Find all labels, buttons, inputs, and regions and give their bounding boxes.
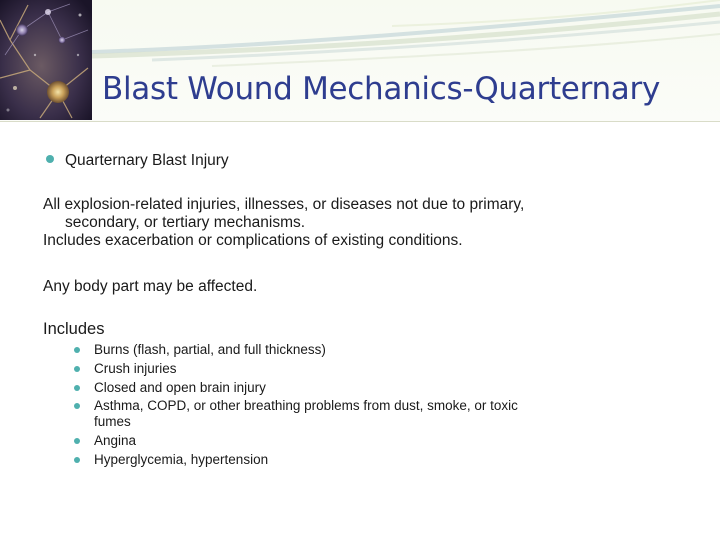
list-item [72,433,672,449]
bullet-dot-icon [74,438,80,444]
list-item-text: Asthma, COPD, or other breathing problems from dust, smoke, or toxic [94,398,518,414]
list-item [72,452,672,468]
list-item [72,361,672,377]
includes-list [72,342,672,471]
list-item-text: Angina [94,433,137,449]
bullet-dot-icon [74,385,80,391]
definition-paragraph [43,196,524,250]
bullet-dot-icon [74,347,80,353]
body-part-text: Any body part may be affected. [43,278,258,295]
list-item [72,398,672,430]
list-item-text: Hyperglycemia, hypertension [94,451,269,467]
bullet-dot-icon [74,403,80,409]
list-item-text: Closed and open brain injury [94,379,266,395]
bullet-dot-icon [74,457,80,463]
title-divider [0,121,720,122]
slide-title: Blast Wound Mechanics-Quarternary [102,71,660,107]
header-swoosh [92,0,720,70]
list-item [72,380,672,396]
neuron-image [0,0,92,120]
bullet-dot-icon [46,155,54,163]
list-item [72,342,672,358]
level1-bullet-text: Quarternary Blast Injury [65,152,229,169]
includes-heading: Includes [43,320,105,338]
list-item-text: Crush injuries [94,360,177,376]
definition-line-2: secondary, or tertiary mechanisms. [65,214,306,231]
list-item-text: Burns (flash, partial, and full thickness) [94,342,326,357]
bullet-dot-icon [74,366,80,372]
list-item-text-continuation: fumes [94,414,131,430]
definition-line-1: All explosion-related injuries, illnesses, or diseases not due to primary, [43,196,525,213]
definition-line-3: Includes exacerbation or complications of existing conditions. [43,232,463,249]
